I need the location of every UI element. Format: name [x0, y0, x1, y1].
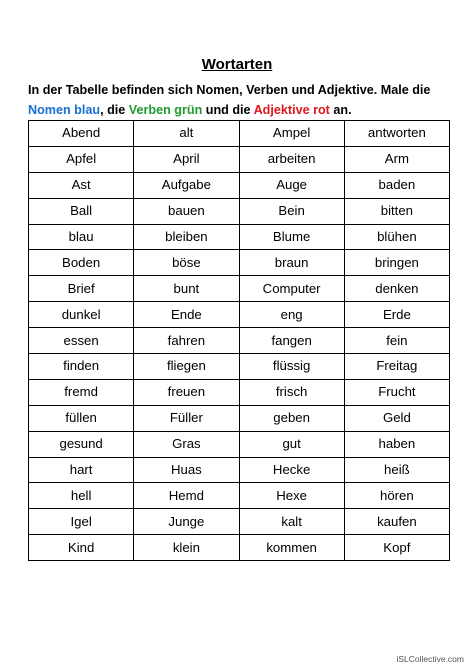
table-row — [29, 172, 450, 198]
word-cell[interactable]: Ball — [29, 198, 134, 224]
word-cell[interactable]: bunt — [134, 276, 239, 302]
word-cell[interactable]: Frucht — [344, 379, 449, 405]
word-cell[interactable]: alt — [134, 121, 239, 147]
word-cell[interactable]: antworten — [344, 121, 449, 147]
word-cell[interactable]: Abend — [29, 121, 134, 147]
word-cell[interactable]: bringen — [344, 250, 449, 276]
adjektive-rot-text: Adjektive rot — [253, 103, 330, 117]
instruction-line-1: In der Tabelle befinden sich Nomen, Verben und Adjektive. Male die — [28, 83, 431, 97]
word-cell[interactable]: frisch — [239, 379, 344, 405]
word-cell[interactable]: hell — [29, 483, 134, 509]
word-cell[interactable]: kommen — [239, 535, 344, 561]
word-cell[interactable]: geben — [239, 405, 344, 431]
word-cell[interactable]: Igel — [29, 509, 134, 535]
word-cell[interactable]: arbeiten — [239, 146, 344, 172]
word-cell[interactable]: blau — [29, 224, 134, 250]
word-cell[interactable]: Hexe — [239, 483, 344, 509]
table-row — [29, 198, 450, 224]
word-cell[interactable]: bleiben — [134, 224, 239, 250]
word-cell[interactable]: füllen — [29, 405, 134, 431]
word-cell[interactable]: heiß — [344, 457, 449, 483]
word-cell[interactable]: kalt — [239, 509, 344, 535]
table-row — [29, 379, 450, 405]
instruction-end: an. — [329, 103, 352, 117]
word-cell[interactable]: eng — [239, 302, 344, 328]
word-cell[interactable]: fremd — [29, 379, 134, 405]
word-cell[interactable]: Auge — [239, 172, 344, 198]
word-cell[interactable]: Freitag — [344, 354, 449, 380]
word-cell[interactable]: Blume — [239, 224, 344, 250]
table-row — [29, 276, 450, 302]
word-cell[interactable]: gesund — [29, 431, 134, 457]
word-cell[interactable]: Kopf — [344, 535, 449, 561]
word-cell[interactable]: Brief — [29, 276, 134, 302]
word-cell[interactable]: Apfel — [29, 146, 134, 172]
word-cell[interactable]: dunkel — [29, 302, 134, 328]
word-cell[interactable]: Huas — [134, 457, 239, 483]
word-cell[interactable]: kaufen — [344, 509, 449, 535]
table-row — [29, 302, 450, 328]
word-cell[interactable]: hören — [344, 483, 449, 509]
table-row — [29, 457, 450, 483]
word-cell[interactable]: denken — [344, 276, 449, 302]
word-cell[interactable]: braun — [239, 250, 344, 276]
table-row — [29, 121, 450, 147]
word-cell[interactable]: hart — [29, 457, 134, 483]
verben-gruen-text: Verben grün — [128, 103, 203, 117]
word-cell[interactable]: Aufgabe — [134, 172, 239, 198]
table-row — [29, 328, 450, 354]
word-cell[interactable]: Ende — [134, 302, 239, 328]
word-cell[interactable]: klein — [134, 535, 239, 561]
word-cell[interactable]: blühen — [344, 224, 449, 250]
word-cell[interactable]: Erde — [344, 302, 449, 328]
table-row — [29, 535, 450, 561]
table-row — [29, 224, 450, 250]
word-cell[interactable]: Bein — [239, 198, 344, 224]
word-cell[interactable]: bitten — [344, 198, 449, 224]
word-cell[interactable]: Hecke — [239, 457, 344, 483]
word-cell[interactable]: böse — [134, 250, 239, 276]
word-cell[interactable]: Ampel — [239, 121, 344, 147]
word-cell[interactable]: fangen — [239, 328, 344, 354]
word-cell[interactable]: Junge — [134, 509, 239, 535]
word-cell[interactable]: fahren — [134, 328, 239, 354]
word-cell[interactable]: April — [134, 146, 239, 172]
word-cell[interactable]: Arm — [344, 146, 449, 172]
table-row — [29, 431, 450, 457]
word-cell[interactable]: Hemd — [134, 483, 239, 509]
word-cell[interactable]: Boden — [29, 250, 134, 276]
word-table — [28, 120, 450, 561]
table-row — [29, 509, 450, 535]
worksheet-title: Wortarten — [201, 56, 273, 73]
word-cell[interactable]: gut — [239, 431, 344, 457]
table-row — [29, 405, 450, 431]
word-cell[interactable]: finden — [29, 354, 134, 380]
instruction-separator-2: und die — [202, 103, 254, 117]
word-cell[interactable]: essen — [29, 328, 134, 354]
word-cell[interactable]: Füller — [134, 405, 239, 431]
nomen-blau-text: Nomen blau — [28, 103, 101, 117]
table-row — [29, 483, 450, 509]
word-cell[interactable]: flüssig — [239, 354, 344, 380]
table-row — [29, 354, 450, 380]
word-cell[interactable]: Gras — [134, 431, 239, 457]
footer-watermark: iSLCollective.com — [396, 654, 464, 664]
word-cell[interactable]: Kind — [29, 535, 134, 561]
table-row — [29, 250, 450, 276]
word-cell[interactable]: Geld — [344, 405, 449, 431]
word-cell[interactable]: fein — [344, 328, 449, 354]
word-cell[interactable]: Computer — [239, 276, 344, 302]
word-cell[interactable]: baden — [344, 172, 449, 198]
instruction-separator-1: , die — [100, 103, 129, 117]
word-cell[interactable]: fliegen — [134, 354, 239, 380]
word-cell[interactable]: freuen — [134, 379, 239, 405]
word-cell[interactable]: haben — [344, 431, 449, 457]
instruction-line-2 — [28, 102, 458, 118]
word-cell[interactable]: Ast — [29, 172, 134, 198]
table-row — [29, 146, 450, 172]
word-cell[interactable]: bauen — [134, 198, 239, 224]
